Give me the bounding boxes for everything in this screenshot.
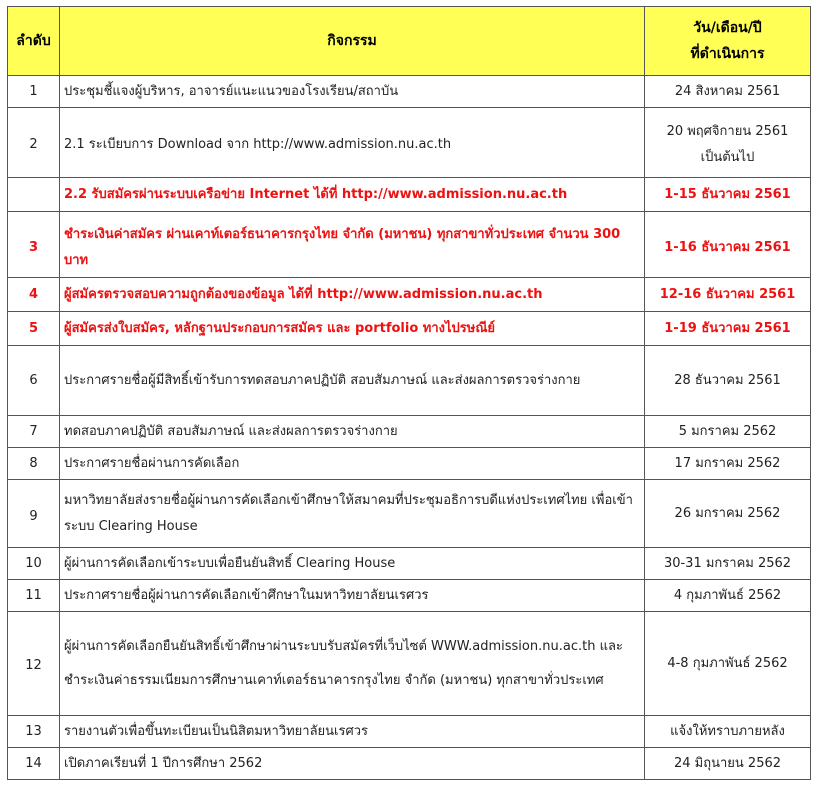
- row-activity: ทดสอบภาคปฏิบัติ สอบสัมภาษณ์ และส่งผลการตรวจร่างกาย: [60, 416, 645, 448]
- row-activity: ผู้ผ่านการคัดเลือกยืนยันสิทธิ์เข้าศึกษาผ่านระบบรับสมัครที่เว็บไซต์ WWW.admission.nu.ac.th และชำระเงินค่าธรรมเนียมการศึกษานเคาท์เตอร์ธนาคารกรุงไทย จำกัด (มหาชน) ทุกสาขาทั่วประเทศ: [60, 612, 645, 716]
- row-activity: เปิดภาคเรียนที่ 1 ปีการศึกษา 2562: [60, 748, 645, 780]
- table-row: [8, 548, 811, 580]
- row-date: 5 มกราคม 2562: [645, 416, 811, 448]
- row-date: 1-16 ธันวาคม 2561: [645, 212, 811, 278]
- table-row: [8, 178, 811, 212]
- header-row: [8, 7, 811, 76]
- row-activity: ผู้สมัครตรวจสอบความถูกต้องของข้อมูล ได้ที่ http://www.admission.nu.ac.th: [60, 278, 645, 312]
- row-number: 2: [8, 108, 60, 178]
- row-date: 26 มกราคม 2562: [645, 480, 811, 548]
- table-row: [8, 748, 811, 780]
- row-activity: ชำระเงินค่าสมัคร ผ่านเคาท์เตอร์ธนาคารกรุงไทย จำกัด (มหาชน) ทุกสาขาทั่วประเทศ จำนวน 300 บาท: [60, 212, 645, 278]
- row-activity: 2.1 ระเบียบการ Download จาก http://www.admission.nu.ac.th: [60, 108, 645, 178]
- row-date-line1: 20 พฤศจิกายน 2561: [666, 123, 789, 139]
- row-activity: ผู้ผ่านการคัดเลือกเข้าระบบเพื่อยืนยันสิทธิ์ Clearing House: [60, 548, 645, 580]
- table-row: [8, 480, 811, 548]
- row-date: 4-8 กุมภาพันธ์ 2562: [645, 612, 811, 716]
- row-activity: ประกาศรายชื่อผ่านการคัดเลือก: [60, 448, 645, 480]
- table-row: [8, 716, 811, 748]
- table-row: [8, 312, 811, 346]
- header-order: ลำดับ: [8, 7, 60, 76]
- row-activity: 2.2 รับสมัครผ่านระบบเครือข่าย Internet ได้ที่ http://www.admission.nu.ac.th: [60, 178, 645, 212]
- row-number: 7: [8, 416, 60, 448]
- row-date: 12-16 ธันวาคม 2561: [645, 278, 811, 312]
- row-date: 1-19 ธันวาคม 2561: [645, 312, 811, 346]
- row-number: 14: [8, 748, 60, 780]
- header-date-line1: วัน/เดือน/ปี: [693, 20, 762, 36]
- row-number: 9: [8, 480, 60, 548]
- header-date-line2: ที่ดำเนินการ: [690, 46, 765, 62]
- table-row: [8, 346, 811, 416]
- row-date: 17 มกราคม 2562: [645, 448, 811, 480]
- row-activity: ผู้สมัครส่งใบสมัคร, หลักฐานประกอบการสมัคร และ portfolio ทางไปรษณีย์: [60, 312, 645, 346]
- row-activity: ประกาศรายชื่อผู้ผ่านการคัดเลือกเข้าศึกษาในมหาวิทยาลัยนเรศวร: [60, 580, 645, 612]
- row-date: 4 กุมภาพันธ์ 2562: [645, 580, 811, 612]
- admission-schedule-table: [7, 6, 811, 780]
- header-date: [645, 7, 811, 76]
- table-row: [8, 278, 811, 312]
- row-number: 10: [8, 548, 60, 580]
- row-date: แจ้งให้ทราบภายหลัง: [645, 716, 811, 748]
- row-date: 24 มิถุนายน 2562: [645, 748, 811, 780]
- row-activity: ประชุมชี้แจงผู้บริหาร, อาจารย์แนะแนวของโรงเรียน/สถาบัน: [60, 76, 645, 108]
- row-activity: รายงานตัวเพื่อขึ้นทะเบียนเป็นนิสิตมหาวิทยาลัยนเรศวร: [60, 716, 645, 748]
- row-activity: มหาวิทยาลัยส่งรายชื่อผู้ผ่านการคัดเลือกเข้าศึกษาให้สมาคมที่ประชุมอธิการบดีแห่งประเทศไทย เพื่อเข้าระบบ Clearing House: [60, 480, 645, 548]
- row-number: 12: [8, 612, 60, 716]
- row-number: 11: [8, 580, 60, 612]
- row-number: 4: [8, 278, 60, 312]
- row-number: 3: [8, 212, 60, 278]
- row-date-line2: เป็นต้นไป: [700, 149, 755, 165]
- row-number: 1: [8, 76, 60, 108]
- row-date: 28 ธันวาคม 2561: [645, 346, 811, 416]
- row-number: [8, 178, 60, 212]
- table-row: [8, 612, 811, 716]
- row-date: 30-31 มกราคม 2562: [645, 548, 811, 580]
- table-row: [8, 212, 811, 278]
- table-row: [8, 76, 811, 108]
- row-number: 5: [8, 312, 60, 346]
- row-activity: ประกาศรายชื่อผู้มีสิทธิ์เข้ารับการทดสอบภาคปฏิบัติ สอบสัมภาษณ์ และส่งผลการตรวจร่างกาย: [60, 346, 645, 416]
- row-number: 13: [8, 716, 60, 748]
- row-number: 8: [8, 448, 60, 480]
- table-row: [8, 416, 811, 448]
- table-row: [8, 580, 811, 612]
- row-date: 1-15 ธันวาคม 2561: [645, 178, 811, 212]
- row-date: 24 สิงหาคม 2561: [645, 76, 811, 108]
- row-number: 6: [8, 346, 60, 416]
- header-activity: กิจกรรม: [60, 7, 645, 76]
- row-date: [645, 108, 811, 178]
- table-row: [8, 448, 811, 480]
- table-row: [8, 108, 811, 178]
